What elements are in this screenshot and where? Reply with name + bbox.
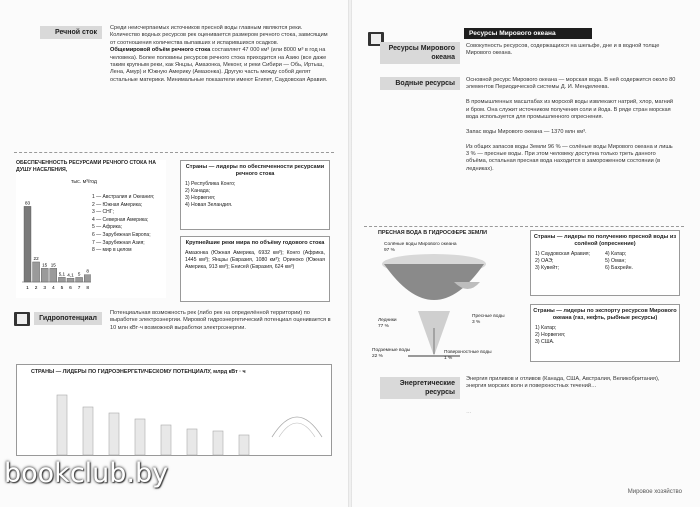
bar-value-label: 22 (33, 255, 39, 261)
x-tick-label: 6 (69, 286, 72, 291)
list-item: 1) Катар; (535, 325, 557, 331)
fresh-text: Пресные воды (472, 314, 505, 319)
energy-text (466, 376, 676, 416)
supply-chart (16, 160, 166, 298)
hydrosphere-svg (368, 236, 520, 366)
legend-item: 5 — Африка; (92, 224, 123, 231)
section-header-text: Ресурсы Мирового океана (469, 30, 556, 37)
legend-item: 6 — Зарубежная Европа; (92, 231, 151, 238)
legend-item: 4 — Северная Америка; (92, 216, 149, 223)
salt-label (384, 242, 464, 254)
fresh-water-diagram (368, 228, 520, 368)
energy-p2: … (466, 408, 472, 415)
ice-text: Ледники (378, 318, 397, 323)
bar (84, 275, 91, 282)
legend-item: 1 — Австралия и Океания; (92, 194, 155, 200)
ocean-resources-text: Совокупность ресурсов, содержащихся на шельфе, дне и в водной толще Мирового океана. (466, 43, 660, 57)
hydro-text: Потенциальная возможность рек (либо рек на определённой территории) по выработке электроэнергии. Мировой гидроэнергетический потенциал оценивается в 10 млн кВт·ч возможной выработки электроэнергии. (110, 310, 331, 331)
desal-box (530, 230, 680, 296)
bar-value-label: 15 (42, 262, 48, 268)
bar-value-label: 83 (24, 200, 31, 206)
fresh-water-title: ПРЕСНАЯ ВОДА В ГИДРОСФЕРЕ ЗЕМЛИ (378, 230, 488, 236)
water-p1: Основной ресурс Мирового океана — морская вода. В ней содержится около 80 элементов Периодической системы Д. И. Менделеева. (466, 77, 676, 91)
river-flow-p2: составляет 47 000 км³ (или 8000 м³ в год на человека). Более половины ресурсов речного стока приходится на Азию (все даже таким крупным реки, как Янцзы, Амазонка, Меконг, и реки Сибири — Обь, Иртыш, Лена, Амур) и Южную Америку (Амазонка). Другую часть между собой делят остальные материки. Минимальные показатели имеют Египет, Саудовская Аравия. (110, 47, 328, 83)
divider (14, 152, 334, 153)
list-item: 4) Новая Зеландия. (185, 202, 233, 208)
list-item: 1) Республика Конго; (185, 181, 236, 187)
legend-item: 8 — мир в целом (92, 247, 132, 254)
list-item: 3) Норвегия; (185, 195, 216, 201)
legend-item: 7 — Зарубежная Азия; (92, 239, 145, 246)
list-item: 3) Кувейт; (535, 265, 559, 271)
hydro-chart (16, 364, 332, 456)
dam-illustration (17, 377, 333, 457)
rivers-box (180, 236, 330, 302)
salt-text: Солёные воды Мирового океана (384, 242, 457, 247)
ground-label (372, 348, 410, 360)
salt-pct: 97 % (384, 248, 395, 253)
x-tick-label: 4 (51, 286, 55, 291)
export-list (531, 325, 679, 346)
rivers-text: Амазонка (Южная Америка, 6932 км³); Конго (Африка, 1445 км³); Янцзы (Евразия, 1080 км³); Ориноко (Южная Америка, 913 км³); Енисей (Евразия, 624 км³) (185, 250, 325, 270)
bar (76, 277, 83, 282)
ice-label (378, 318, 397, 330)
legend-item: 3 — СНГ; (92, 209, 114, 216)
bar-value-label: 5,1 (58, 271, 66, 277)
energy-label: Энергетические ресурсы (380, 377, 460, 399)
export-title: Страны — лидеры по экспорту ресурсов Мирового океана (газ, нефть, рыбные ресурсы) (533, 308, 677, 321)
bar (50, 268, 57, 282)
list-item: 5) Оман; (605, 258, 626, 264)
surface-text: Поверхностные воды (444, 350, 492, 355)
bar (58, 277, 65, 282)
river-flow-label: Речной сток (40, 26, 102, 39)
ice-pct: 77 % (378, 324, 389, 329)
page-footer: Мировое хозяйство (627, 489, 682, 495)
divider (364, 226, 684, 227)
leaders-title: Страны — лидеры по обеспеченности ресурсами речного стока (185, 164, 325, 177)
bar-value-label: 8 (86, 268, 89, 274)
river-flow-text (110, 25, 332, 84)
desal-title: Страны — лидеры по получению пресной воды из солёной (опреснение) (533, 234, 677, 247)
water-p3: Запас воды Мирового океана — 1370 млн км³. (466, 128, 587, 135)
list-item: 1) Саудовская Аравия; (535, 251, 590, 257)
surface-pct: 1 % (444, 356, 453, 361)
export-box (530, 304, 680, 362)
river-flow-p1: Среди неисчерпаемых источников пресной воды главным являются реки. Количество водных ресурсов рек оценивается размером речного стока, зависящим от соотношения количества выпавших и испарившихся осадков. (110, 25, 328, 46)
river-flow-p2-bold: Общемировой объём речного стока (110, 47, 211, 54)
energy-p1: Энергия приливов и отливов (Канада, США, Австралия, Великобритания), энергия морских волн и поверхностных течений… (466, 376, 660, 390)
leaders-box (180, 160, 330, 230)
section-header (464, 28, 592, 39)
water-resources-text (466, 77, 676, 173)
bar-value-label: 15 (50, 262, 56, 268)
bar-value-label: 4,1 (67, 272, 74, 278)
x-tick-label: 1 (26, 286, 29, 291)
book-icon (14, 312, 30, 326)
ground-text: Подземные воды (372, 348, 411, 353)
x-tick-label: 5 (60, 286, 64, 291)
list-item: 2) ОАЭ; (535, 258, 554, 264)
chart-unit: тыс. м³/год (71, 179, 97, 185)
water-p2: В промышленных масштабах из морской воды извлекают натрий, хлор, магний и бром. Она служит источником получения соли и йода. В ряде стран морская вода используется для промышленного опреснения. (466, 99, 674, 121)
water-resources-label: Водные ресурсы (380, 77, 460, 90)
bar (67, 278, 74, 282)
desal-list-a (535, 251, 605, 272)
rivers-title: Крупнейшие реки мира по объёму годового стока (185, 240, 325, 246)
watermark-logo: bookclub.by (4, 458, 169, 489)
hydro-label: Гидропотенциал (34, 312, 102, 325)
list-item: 3) США. (535, 339, 555, 345)
list-item: 6) Бахрейн. (605, 265, 633, 271)
leaders-list (181, 181, 329, 209)
water-p4: Из общих запасов воды Земли 96 % — солёные воды Мирового океана и лишь 3 % — пресные воды. При этом человеку доступна только треть данного объёма, остальная пресная вода находится в замороженном состоянии (в ледниках). (466, 143, 673, 172)
desal-list-b (605, 251, 675, 272)
bar (41, 268, 48, 282)
desal-lists (531, 251, 679, 272)
bar-chart-svg (16, 186, 91, 296)
right-page (350, 0, 700, 507)
ground-pct: 22 % (372, 354, 383, 359)
bar (33, 262, 40, 282)
chart-title: ОБЕСПЕЧЕННОСТЬ РЕСУРСАМИ РЕЧНОГО СТОКА НА ДУШУ НАСЕЛЕНИЯ, (16, 160, 156, 173)
x-tick-label: 7 (77, 286, 81, 291)
fresh-label (472, 314, 505, 326)
bar-value-label: 5 (77, 271, 81, 277)
list-item: 2) Канада; (185, 188, 211, 194)
list-item: 2) Норвегия; (535, 332, 566, 338)
bar (24, 206, 31, 282)
x-tick-label: 3 (43, 286, 47, 291)
x-tick-label: 8 (86, 286, 90, 291)
chart-legend (92, 194, 154, 255)
x-tick-label: 2 (34, 286, 38, 291)
hydro-chart-title: СТРАНЫ — ЛИДЕРЫ ПО ГИДРОЭНЕРГЕТИЧЕСКОМУ ПОТЕНЦИАЛУ, млрд кВт · ч (31, 369, 246, 375)
surface-label (444, 350, 492, 362)
fresh-pct: 3 % (472, 320, 481, 325)
legend-item: 2 — Южная Америка; (92, 201, 143, 208)
list-item: 4) Катар; (605, 251, 627, 257)
ocean-resources-label: Ресурсы Мирового океана (380, 42, 460, 64)
